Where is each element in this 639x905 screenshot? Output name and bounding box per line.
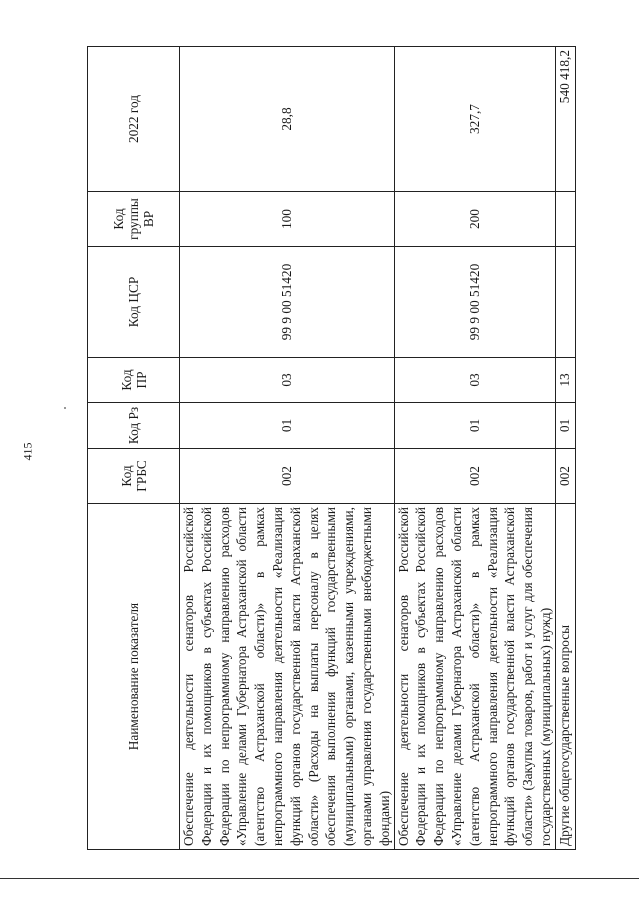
cell-csr: 99 9 00 51420	[394, 247, 555, 358]
cell-grbs: 002	[180, 449, 395, 504]
cell-grbs: 002	[394, 449, 555, 504]
page-number: 415	[20, 442, 35, 461]
cell-vr: 200	[394, 192, 555, 247]
cell-name: Другие общегосударственные вопросы	[555, 504, 575, 850]
cell-name: Обеспечение деятельности сенаторов Российской Федерации и их помощников в субъектах Российской Федерации по непрограммному направлению расходов «Управление делами Губернатора Астраханской области (агентство Астраханской области)» в рамках непрограммного направления деятельности «Реализация функций органов государственной власти Астраханской области» (Закупка товаров, работ и услуг для обеспечения государственных (муниципальных) нужд)	[394, 504, 555, 850]
budget-table	[87, 46, 576, 850]
header-vr: Код группы ВР	[88, 192, 180, 247]
cell-rz: 01	[180, 403, 395, 449]
cell-csr: 99 9 00 51420	[180, 247, 395, 358]
cell-pr: 03	[394, 358, 555, 403]
cell-year: 327,7	[394, 47, 555, 192]
cell-vr: 100	[180, 192, 395, 247]
cell-vr	[555, 192, 575, 247]
cell-grbs: 002	[555, 449, 575, 504]
header-rz: Код Рз	[88, 403, 180, 449]
cell-rz: 01	[555, 403, 575, 449]
scan-speck	[64, 407, 66, 409]
table-header-row	[88, 47, 180, 850]
header-csr: Код ЦСР	[88, 247, 180, 358]
cell-pr: 03	[180, 358, 395, 403]
header-grbs: Код ГРБС	[88, 449, 180, 504]
table-row	[555, 47, 575, 850]
cell-pr: 13	[555, 358, 575, 403]
cell-name: Обеспечение деятельности сенаторов Российской Федерации и их помощников в субъектах Российской Федерации по непрограммному направлению расходов «Управление делами Губернатора Астраханской области (агентство Астраханской области)» в рамках непрограммного направления деятельности «Реализация функций органов государственной власти Астраханской области» (Расходы на выплаты персоналу в целях обеспечения выполнения функций государственными (муниципальными) органами, казенными учреждениями, органами управления государственными внебюджетными фондами)	[180, 504, 395, 850]
table-row	[394, 47, 555, 850]
scan-bottom-edge	[0, 878, 639, 879]
header-name: Наименование показателя	[88, 504, 180, 850]
cell-year: 28,8	[180, 47, 395, 192]
cell-csr	[555, 247, 575, 358]
header-pr: Код ПР	[88, 358, 180, 403]
header-year: 2022 год	[88, 47, 180, 192]
cell-rz: 01	[394, 403, 555, 449]
cell-year: 540 418,2	[555, 47, 575, 192]
table-row	[180, 47, 395, 850]
rotated-table-area	[87, 47, 573, 850]
